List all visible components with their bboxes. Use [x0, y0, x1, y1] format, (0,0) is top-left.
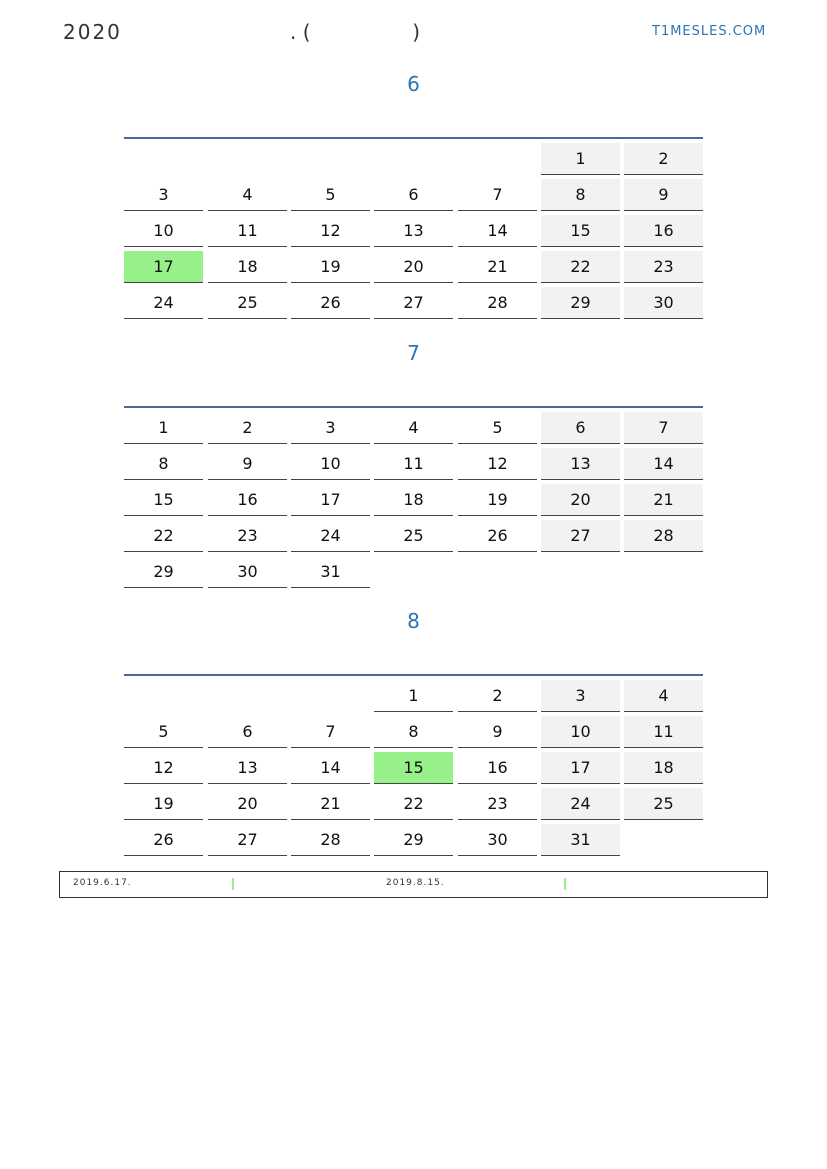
day-cell: 14 [458, 215, 537, 247]
legend-date-2: 2019.8.15. [386, 878, 445, 888]
day-cell: 4 [208, 179, 287, 211]
day-cell: 9 [208, 448, 287, 480]
day-cell: 20 [541, 484, 620, 516]
day-cell: 21 [624, 484, 703, 516]
day-cell: 18 [374, 484, 453, 516]
day-cell: 26 [124, 824, 203, 856]
day-cell: 5 [291, 179, 370, 211]
day-cell: 29 [124, 556, 203, 588]
day-cell: 25 [208, 287, 287, 319]
day-cell: 25 [624, 788, 703, 820]
legend-holiday-swatch-1 [232, 878, 234, 890]
day-cell: 28 [291, 824, 370, 856]
day-cell: 23 [208, 520, 287, 552]
day-cell: 12 [291, 215, 370, 247]
month-top-rule [124, 406, 703, 408]
day-cell: 7 [291, 716, 370, 748]
day-cell: 16 [208, 484, 287, 516]
holiday-day-cell: 15 [374, 752, 453, 784]
day-cell: 5 [124, 716, 203, 748]
day-cell: 1 [374, 680, 453, 712]
day-cell: 30 [624, 287, 703, 319]
day-cell: 13 [541, 448, 620, 480]
day-cell: 27 [541, 520, 620, 552]
month-title: 8 [407, 609, 420, 633]
legend-date-1: 2019.6.17. [73, 878, 132, 888]
day-cell: 14 [624, 448, 703, 480]
day-cell: 27 [208, 824, 287, 856]
day-cell: 17 [541, 752, 620, 784]
day-cell: 26 [291, 287, 370, 319]
day-cell: 31 [541, 824, 620, 856]
day-cell: 26 [458, 520, 537, 552]
day-cell: 11 [208, 215, 287, 247]
day-cell: 5 [458, 412, 537, 444]
day-cell: 22 [374, 788, 453, 820]
day-cell: 13 [208, 752, 287, 784]
day-cell: 27 [374, 287, 453, 319]
day-cell: 6 [374, 179, 453, 211]
day-cell: 24 [124, 287, 203, 319]
day-cell: 17 [291, 484, 370, 516]
day-cell: 25 [374, 520, 453, 552]
day-cell: 8 [541, 179, 620, 211]
day-cell: 19 [124, 788, 203, 820]
day-cell: 6 [541, 412, 620, 444]
day-cell: 12 [458, 448, 537, 480]
day-cell: 4 [374, 412, 453, 444]
day-cell: 3 [291, 412, 370, 444]
day-cell: 23 [624, 251, 703, 283]
day-cell: 18 [624, 752, 703, 784]
day-cell: 2 [458, 680, 537, 712]
day-cell: 24 [291, 520, 370, 552]
day-cell: 13 [374, 215, 453, 247]
day-cell: 8 [374, 716, 453, 748]
day-cell: 30 [208, 556, 287, 588]
holiday-legend [59, 871, 768, 898]
day-cell: 19 [458, 484, 537, 516]
day-cell: 16 [624, 215, 703, 247]
day-cell: 10 [541, 716, 620, 748]
day-cell: 28 [624, 520, 703, 552]
day-cell: 7 [458, 179, 537, 211]
day-cell: 22 [541, 251, 620, 283]
day-cell: 9 [458, 716, 537, 748]
calendar-year: 2020 [63, 20, 122, 44]
day-cell: 23 [458, 788, 537, 820]
day-cell: 7 [624, 412, 703, 444]
day-cell: 29 [374, 824, 453, 856]
day-cell: 11 [374, 448, 453, 480]
day-cell: 18 [208, 251, 287, 283]
day-cell: 10 [291, 448, 370, 480]
day-cell: 6 [208, 716, 287, 748]
day-cell: 15 [124, 484, 203, 516]
day-cell: 24 [541, 788, 620, 820]
day-cell: 11 [624, 716, 703, 748]
month-top-rule [124, 137, 703, 139]
day-cell: 9 [624, 179, 703, 211]
header-caption: . ( ) [290, 20, 421, 44]
month-title: 6 [407, 72, 420, 96]
day-cell: 3 [124, 179, 203, 211]
day-cell: 30 [458, 824, 537, 856]
day-cell: 31 [291, 556, 370, 588]
day-cell: 2 [624, 143, 703, 175]
day-cell: 21 [458, 251, 537, 283]
day-cell: 4 [624, 680, 703, 712]
day-cell: 29 [541, 287, 620, 319]
holiday-day-cell: 17 [124, 251, 203, 283]
month-title: 7 [407, 341, 420, 365]
day-cell: 22 [124, 520, 203, 552]
site-link[interactable]: T1MESLES.COM [652, 24, 767, 39]
month-top-rule [124, 674, 703, 676]
day-cell: 14 [291, 752, 370, 784]
day-cell: 19 [291, 251, 370, 283]
day-cell: 28 [458, 287, 537, 319]
day-cell: 1 [124, 412, 203, 444]
legend-holiday-swatch-2 [564, 878, 566, 890]
day-cell: 2 [208, 412, 287, 444]
day-cell: 16 [458, 752, 537, 784]
day-cell: 8 [124, 448, 203, 480]
day-cell: 20 [208, 788, 287, 820]
day-cell: 15 [541, 215, 620, 247]
day-cell: 10 [124, 215, 203, 247]
day-cell: 3 [541, 680, 620, 712]
day-cell: 21 [291, 788, 370, 820]
day-cell: 20 [374, 251, 453, 283]
day-cell: 12 [124, 752, 203, 784]
day-cell: 1 [541, 143, 620, 175]
